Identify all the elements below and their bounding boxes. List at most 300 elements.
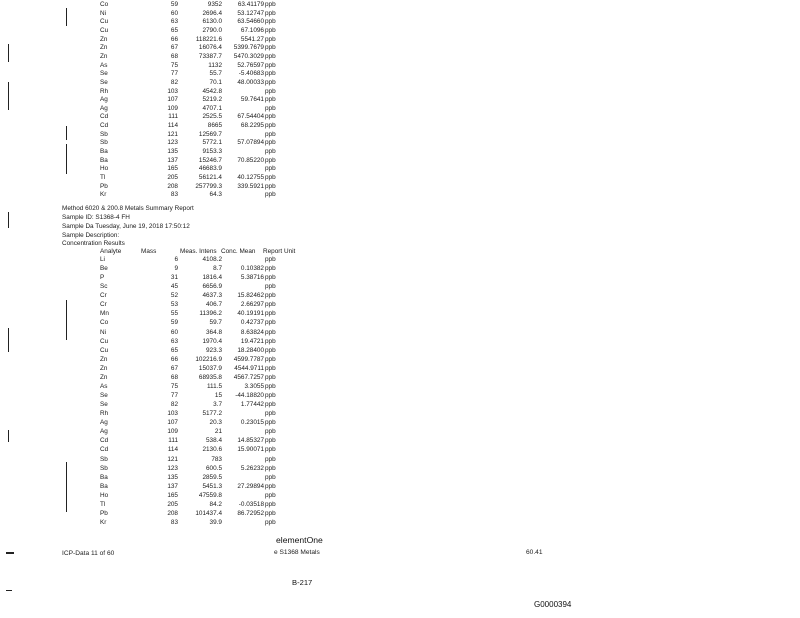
top-table-row [0, 122, 800, 131]
analyte-cell: Sc [100, 283, 108, 291]
analyte-cell: Ba [100, 473, 108, 481]
report-unit-cell: ppb [265, 78, 276, 86]
mass-cell: 165 [167, 165, 178, 173]
meas-intens-cell: 2130.6 [202, 446, 222, 454]
analyte-cell: Cd [100, 446, 109, 454]
bottom-table-row [0, 428, 800, 437]
conc-mean-cell: 40.19191 [237, 310, 264, 318]
report-unit-cell: ppb [265, 96, 276, 104]
meas-intens-cell: 9153.3 [202, 148, 222, 156]
top-table-row [0, 183, 800, 192]
meas-intens-cell: 111.5 [206, 382, 222, 390]
conc-mean-cell: 18.28400 [237, 346, 264, 354]
meas-intens-cell: 15037.9 [198, 364, 222, 372]
meas-intens-cell: 118221.6 [195, 35, 222, 43]
meas-intens-cell: 3.7 [213, 401, 222, 409]
footer-left-text: ICP-Data 11 of 60 [62, 550, 115, 557]
report-unit-cell: ppb [265, 9, 276, 17]
analyte-cell: Co [100, 1, 109, 8]
analyte-cell: Se [100, 401, 108, 409]
top-table-row [0, 113, 800, 122]
conc-mean-cell: 52.76597 [237, 61, 264, 69]
mass-cell: 6 [174, 256, 178, 263]
sample-description-line: Sample Description: [62, 232, 120, 239]
footer-center-text: e S1368 Metals [274, 549, 320, 556]
top-table-row [0, 62, 800, 71]
mass-cell: 66 [170, 355, 178, 363]
meas-intens-cell: 64.3 [209, 191, 222, 199]
meas-intens-cell: 46683.9 [198, 165, 222, 173]
sample-date-line: Sample Da Tuesday, June 19, 2018 17:50:12 [62, 223, 190, 230]
conc-mean-cell: 0.42737 [240, 319, 264, 327]
analyte-cell: Cr [100, 292, 107, 300]
mass-cell: 109 [167, 104, 178, 112]
conc-mean-cell: 86.72952 [237, 509, 264, 517]
report-unit-cell: ppb [265, 328, 276, 336]
analyte-cell: Ag [100, 419, 108, 427]
analyte-cell: Zn [100, 44, 108, 52]
analyte-cell: Be [100, 265, 108, 273]
meas-intens-cell: 5772.1 [202, 139, 222, 147]
mass-cell: 107 [167, 419, 178, 427]
conc-mean-cell: 2.66297 [240, 301, 264, 309]
conc-mean-cell: 63.54660 [237, 18, 264, 26]
conc-mean-cell: 59.7641 [240, 96, 264, 104]
scan-artifact-bar [8, 212, 9, 228]
conc-mean-cell: 68.2295 [240, 122, 264, 130]
mass-cell: 205 [167, 500, 178, 508]
analyte-cell: Ho [100, 165, 109, 173]
report-unit-cell: ppb [265, 410, 276, 418]
analyte-cell: Cd [100, 437, 109, 445]
meas-intens-cell: 2859.5 [202, 473, 222, 481]
conc-mean-cell: 4599.7787 [233, 355, 264, 363]
report-unit-cell: ppb [265, 509, 276, 517]
bottom-table-row [0, 519, 800, 528]
meas-intens-cell: 59.7 [209, 319, 222, 327]
meas-intens-cell: 39.9 [209, 519, 222, 527]
meas-intens-cell: 21 [214, 428, 222, 436]
report-unit-cell: ppb [265, 26, 276, 34]
conc-mean-cell: 67.1096 [240, 26, 264, 34]
bottom-table-row [0, 456, 800, 465]
conc-mean-cell: 0.10382 [240, 265, 264, 273]
meas-intens-cell: 923.3 [206, 346, 222, 354]
mass-cell: 107 [167, 96, 178, 104]
bottom-table-row [0, 301, 800, 310]
analyte-cell: Ni [100, 328, 107, 336]
mass-cell: 60 [170, 328, 178, 336]
conc-mean-cell: 67.54404 [237, 113, 264, 121]
analyte-cell: Pb [100, 509, 108, 517]
report-unit-cell: ppb [265, 182, 276, 190]
report-unit-cell: ppb [265, 382, 276, 390]
report-unit-cell: ppb [265, 355, 276, 363]
conc-mean-cell: 14.85327 [237, 437, 264, 445]
mass-cell: 55 [170, 310, 178, 318]
top-table-row [0, 1, 800, 10]
scan-artifact-bar [6, 590, 12, 591]
conc-mean-cell: 1.77442 [240, 401, 264, 409]
top-table-row [0, 27, 800, 36]
method-line: Method 6020 & 200.8 Metals Summary Report [62, 205, 194, 212]
mass-cell: 83 [170, 191, 178, 199]
meas-intens-cell: 101437.4 [195, 509, 222, 517]
report-unit-cell: ppb [265, 455, 276, 463]
header-report-unit: Report Unit [263, 248, 296, 255]
meas-intens-cell: 1132 [208, 61, 222, 69]
report-unit-cell: ppb [265, 139, 276, 147]
meas-intens-cell: 6656.9 [202, 283, 222, 291]
bottom-table-row [0, 292, 800, 301]
bottom-table-row [0, 265, 800, 274]
report-unit-cell: ppb [265, 18, 276, 26]
meas-intens-cell: 2525.5 [202, 113, 222, 121]
report-unit-cell: ppb [265, 464, 276, 472]
analyte-cell: Ba [100, 482, 108, 490]
analyte-cell: Se [100, 392, 108, 400]
conc-mean-cell: 70.85220 [237, 156, 264, 164]
meas-intens-cell: 16076.4 [198, 44, 222, 52]
meas-intens-cell: 47559.8 [198, 491, 222, 499]
top-table-row [0, 10, 800, 19]
bottom-table-row [0, 419, 800, 428]
conc-mean-cell: 53.12747 [237, 9, 264, 17]
conc-mean-cell: 5.26232 [240, 464, 264, 472]
mass-cell: 60 [170, 9, 178, 17]
analyte-cell: Cu [100, 337, 109, 345]
top-table-row [0, 88, 800, 97]
report-unit-cell: ppb [265, 337, 276, 345]
conc-mean-cell: 15.90071 [237, 446, 264, 454]
report-unit-cell: ppb [265, 87, 276, 95]
bottom-table-row [0, 410, 800, 419]
mass-cell: 59 [170, 319, 178, 327]
report-unit-cell: ppb [265, 292, 276, 300]
report-unit-cell: ppb [265, 52, 276, 60]
meas-intens-cell: 15246.7 [198, 156, 222, 164]
conc-mean-cell: 5541.27 [240, 35, 264, 43]
meas-intens-cell: 4542.8 [202, 87, 222, 95]
mass-cell: 205 [167, 174, 178, 181]
analyte-cell: Rh [100, 410, 109, 418]
bottom-table-row [0, 374, 800, 383]
mass-cell: 66 [170, 35, 178, 43]
mass-cell: 121 [167, 455, 178, 463]
mass-cell: 111 [168, 437, 178, 445]
analyte-cell: Mn [100, 310, 109, 318]
conc-mean-cell: 19.4721 [240, 337, 264, 345]
bottom-table-row [0, 501, 800, 510]
bottom-table-row [0, 365, 800, 374]
mass-cell: 137 [167, 482, 178, 490]
meas-intens-cell: 68935.8 [198, 373, 222, 381]
analyte-cell: Cu [100, 346, 109, 354]
report-unit-cell: ppb [265, 482, 276, 490]
mass-cell: 59 [170, 1, 178, 8]
report-unit-cell: ppb [265, 301, 276, 309]
meas-intens-cell: 406.7 [206, 301, 222, 309]
analyte-cell: Sb [100, 139, 108, 147]
bottom-table-row [0, 401, 800, 410]
mass-cell: 65 [170, 26, 178, 34]
analyte-cell: Pb [100, 182, 108, 190]
analyte-cell: As [100, 61, 108, 69]
mass-cell: 135 [167, 148, 178, 156]
conc-mean-cell: 5399.7679 [233, 44, 264, 52]
bottom-table-row [0, 283, 800, 292]
meas-intens-cell: 257799.3 [195, 182, 222, 190]
report-unit-cell: ppb [265, 191, 276, 199]
conc-mean-cell: -5.40683 [238, 70, 264, 78]
meas-intens-cell: 70.1 [209, 78, 222, 86]
header-meas-intens: Meas. Intens [180, 248, 217, 255]
report-unit-cell: ppb [265, 500, 276, 508]
mass-cell: 83 [170, 519, 178, 527]
conc-mean-cell: 0.23015 [240, 419, 264, 427]
top-table-row [0, 44, 800, 53]
bottom-table-row [0, 437, 800, 446]
top-table-row [0, 18, 800, 27]
analyte-cell: Co [100, 319, 109, 327]
report-unit-cell: ppb [265, 165, 276, 173]
analyte-cell: Se [100, 70, 108, 78]
meas-intens-cell: 55.7 [209, 70, 222, 78]
conc-mean-cell: 57.07894 [237, 139, 264, 147]
report-unit-cell: ppb [265, 473, 276, 481]
bottom-table-row [0, 329, 800, 338]
bottom-table-row [0, 483, 800, 492]
meas-intens-cell: 538.4 [206, 437, 222, 445]
bottom-table-row [0, 310, 800, 319]
mass-cell: 67 [170, 364, 178, 372]
meas-intens-cell: 364.8 [206, 328, 222, 336]
mass-cell: 208 [167, 182, 178, 190]
meas-intens-cell: 11396.2 [199, 310, 222, 318]
report-unit-cell: ppb [265, 174, 276, 181]
mass-cell: 165 [167, 491, 178, 499]
bottom-table-row [0, 347, 800, 356]
meas-intens-cell: 600.5 [206, 464, 222, 472]
meas-intens-cell: 102216.9 [195, 355, 222, 363]
bottom-table-row [0, 446, 800, 455]
top-table-row [0, 148, 800, 157]
mass-cell: 77 [170, 392, 178, 400]
top-table-row [0, 53, 800, 62]
meas-intens-cell: 20.3 [209, 419, 222, 427]
meas-intens-cell: 4637.3 [202, 292, 222, 300]
mass-cell: 63 [170, 18, 178, 26]
mass-cell: 75 [170, 61, 178, 69]
analyte-cell: Sb [100, 130, 108, 138]
report-unit-cell: ppb [265, 491, 276, 499]
mass-cell: 135 [167, 473, 178, 481]
analyte-cell: Ba [100, 148, 108, 156]
report-unit-cell: ppb [265, 319, 276, 327]
report-unit-cell: ppb [265, 35, 276, 43]
analyte-cell: P [100, 274, 105, 282]
mass-cell: 137 [167, 156, 178, 164]
report-unit-cell: ppb [265, 446, 276, 454]
mass-cell: 121 [167, 130, 178, 138]
top-table-row [0, 131, 800, 140]
header-analyte: Analyte [100, 248, 122, 255]
report-unit-cell: ppb [265, 274, 276, 282]
top-table-row [0, 139, 800, 148]
bottom-table-row [0, 492, 800, 501]
meas-intens-cell: 1816.4 [202, 274, 222, 282]
top-table-row [0, 105, 800, 114]
analyte-cell: As [100, 382, 108, 390]
meas-intens-cell: 15 [214, 392, 222, 400]
conc-mean-cell: 8.63824 [240, 328, 264, 336]
meas-intens-cell: 12569.7 [198, 130, 222, 138]
top-table-row [0, 79, 800, 88]
conc-mean-cell: 5.38716 [240, 274, 264, 282]
report-unit-cell: ppb [265, 44, 276, 52]
page-number: B-217 [292, 578, 313, 587]
analyte-cell: Tl [100, 500, 106, 508]
header-conc-mean: Conc. Mean [221, 248, 256, 255]
analyte-cell: Zn [100, 35, 108, 43]
meas-intens-cell: 8665 [207, 122, 222, 130]
header-mass: Mass [141, 248, 157, 255]
meas-intens-cell: 84.2 [209, 500, 222, 508]
conc-mean-cell: 40.12755 [237, 174, 264, 181]
report-unit-cell: ppb [265, 265, 276, 273]
report-unit-cell: ppb [265, 148, 276, 156]
meas-intens-cell: 5219.2 [202, 96, 222, 104]
concentration-results-line: Concentration Results [62, 240, 125, 247]
report-unit-cell: ppb [265, 419, 276, 427]
bates-number: G0000394 [534, 600, 572, 609]
report-unit-cell: ppb [265, 373, 276, 381]
analyte-cell: Ho [100, 491, 109, 499]
analyte-cell: Rh [100, 87, 109, 95]
report-unit-cell: ppb [265, 156, 276, 164]
footer-right-text: 60.41 [526, 549, 543, 556]
analyte-cell: Ag [100, 96, 108, 104]
meas-intens-cell: 6130.0 [202, 18, 222, 26]
report-unit-cell: ppb [265, 392, 276, 400]
report-unit-cell: ppb [265, 122, 276, 130]
mass-cell: 68 [170, 373, 178, 381]
analyte-cell: Sb [100, 455, 108, 463]
analyte-cell: Sb [100, 464, 108, 472]
top-table-row [0, 96, 800, 105]
report-unit-cell: ppb [265, 70, 276, 78]
mass-cell: 75 [170, 382, 178, 390]
analyte-cell: Zn [100, 364, 108, 372]
mass-cell: 9 [174, 265, 178, 273]
sample-id-line: Sample ID: S1368-4 FH [62, 214, 130, 221]
conc-mean-cell: 15.82462 [237, 292, 264, 300]
report-unit-cell: ppb [265, 256, 276, 263]
bottom-table-row [0, 356, 800, 365]
analyte-cell: Zn [100, 373, 108, 381]
report-unit-cell: ppb [265, 346, 276, 354]
mass-cell: 82 [170, 401, 178, 409]
report-unit-cell: ppb [265, 401, 276, 409]
top-table-row [0, 191, 800, 200]
meas-intens-cell: 2696.4 [202, 9, 222, 17]
conc-mean-cell: 339.5921 [237, 182, 264, 190]
report-unit-cell: ppb [265, 283, 276, 291]
mass-cell: 123 [167, 464, 178, 472]
top-table-row [0, 165, 800, 174]
conc-mean-cell: -0.03518 [238, 500, 264, 508]
report-unit-cell: ppb [265, 1, 276, 8]
bottom-table-row [0, 474, 800, 483]
conc-mean-cell: 5470.3029 [233, 52, 264, 60]
analyte-cell: Ag [100, 428, 108, 436]
meas-intens-cell: 4108.2 [202, 256, 222, 263]
mass-cell: 67 [170, 44, 178, 52]
meas-intens-cell: 4707.1 [202, 104, 222, 112]
mass-cell: 103 [167, 87, 178, 95]
analyte-cell: Zn [100, 355, 108, 363]
analyte-cell: Se [100, 78, 108, 86]
meas-intens-cell: 56121.4 [198, 174, 222, 181]
top-table-row [0, 70, 800, 79]
mass-cell: 103 [167, 410, 178, 418]
report-unit-cell: ppb [265, 437, 276, 445]
conc-mean-cell: -44.18820 [235, 392, 264, 400]
meas-intens-cell: 5451.3 [202, 482, 222, 490]
analyte-cell: Ag [100, 104, 108, 112]
meas-intens-cell: 1970.4 [202, 337, 222, 345]
meas-intens-cell: 73387.7 [198, 52, 222, 60]
elementone-logo: elementOne [276, 535, 323, 545]
mass-cell: 52 [170, 292, 178, 300]
mass-cell: 111 [168, 113, 178, 121]
top-table-row [0, 36, 800, 45]
analyte-cell: Ba [100, 156, 108, 164]
report-unit-cell: ppb [265, 519, 276, 527]
report-unit-cell: ppb [265, 61, 276, 69]
analyte-cell: Cr [100, 301, 107, 309]
top-table-row [0, 157, 800, 166]
analyte-cell: Zn [100, 52, 108, 60]
bottom-table-row [0, 338, 800, 347]
bottom-table-row [0, 319, 800, 328]
mass-cell: 31 [170, 274, 178, 282]
conc-mean-cell: 4567.7257 [233, 373, 264, 381]
analyte-cell: Tl [100, 174, 106, 181]
mass-cell: 123 [167, 139, 178, 147]
analyte-cell: Cu [100, 26, 109, 34]
report-unit-cell: ppb [265, 364, 276, 372]
bottom-table-row [0, 465, 800, 474]
analyte-cell: Kr [100, 191, 107, 199]
report-unit-cell: ppb [265, 310, 276, 318]
conc-mean-cell: 48.00033 [237, 78, 264, 86]
mass-cell: 65 [170, 346, 178, 354]
analyte-cell: Ni [100, 9, 107, 17]
report-unit-cell: ppb [265, 113, 276, 121]
mass-cell: 53 [170, 301, 178, 309]
meas-intens-cell: 5177.2 [202, 410, 222, 418]
conc-mean-cell: 63.41179 [237, 1, 264, 8]
scan-artifact-bar [6, 552, 14, 554]
conc-mean-cell: 3.3055 [244, 382, 264, 390]
mass-cell: 45 [170, 283, 178, 291]
mass-cell: 208 [167, 509, 178, 517]
meas-intens-cell: 8.7 [213, 265, 222, 273]
mass-cell: 114 [167, 122, 178, 130]
report-unit-cell: ppb [265, 104, 276, 112]
bottom-table-row [0, 256, 800, 265]
